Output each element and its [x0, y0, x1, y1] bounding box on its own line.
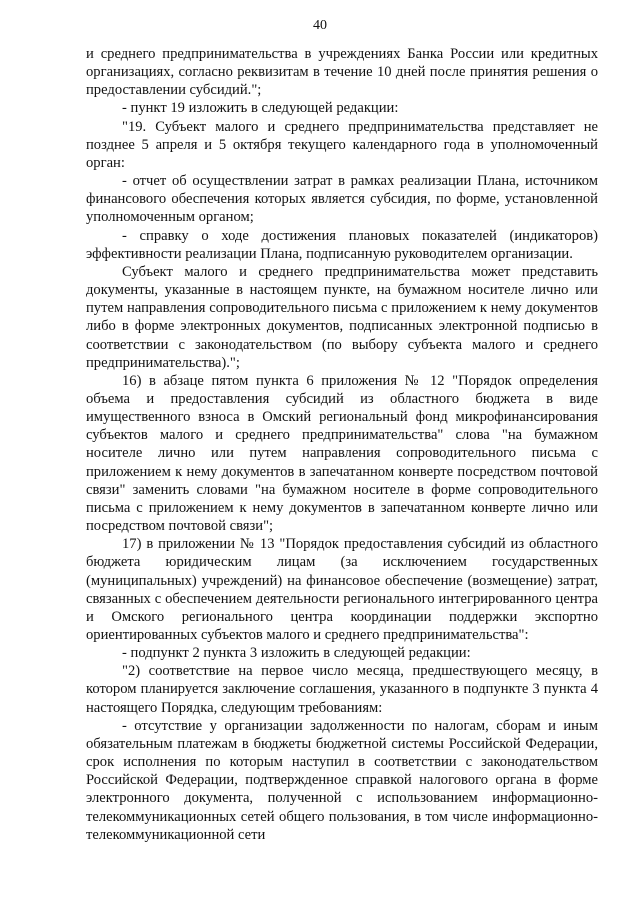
paragraph: "19. Субъект малого и среднего предпринимательства представляет не позднее 5 апреля и 5 октября текущего календарного года в уполномоченный орган: [86, 118, 598, 171]
document-body [86, 45, 598, 844]
paragraph: - отсутствие у организации задолженности по налогам, сборам и иным обязательным платежам в бюджеты бюджетной системы Российской Федерации, срок исполнения по которым наступил в соответствии с законодательством Российской Федерации, подтвержденное справкой налогового органа в форме электронного документа, полученной с использованием информационно-телекоммуникационных сетей общего пользования, в том числе информационно-телекоммуникационной сети [86, 717, 598, 843]
paragraph: и среднего предпринимательства в учреждениях Банка России или кредитных организациях, согласно реквизитам в течение 10 дней после принятия решения о предоставлении субсидий."; [86, 46, 598, 99]
page-number: 40 [313, 18, 327, 33]
paragraph: Субъект малого и среднего предпринимательства может представить документы, указанные в настоящем пункте, на бумажном носителе лично или путем направления сопроводительного письма с приложением к нему документов либо в форме электронных документов, подписанных электронной подписью в соответствии с законодательством (по выбору субъекта малого и среднего предпринимательства)."; [86, 263, 598, 371]
paragraph: - отчет об осуществлении затрат в рамках реализации Плана, источником финансового обеспечения которых является субсидия, по форме, установленной уполномоченным органом; [86, 173, 598, 226]
paragraph: "2) соответствие на первое число месяца, предшествующего месяцу, в котором планируется заключение соглашения, указанного в подпункте 3 пункта 4 настоящего Порядка, следующим требованиям: [86, 663, 598, 716]
paragraph: 16) в абзаце пятом пункта 6 приложения № 12 "Порядок определения объема и предоставления субсидий из областного бюджета в виде имущественного взноса в Омский региональный фонд микрофинансирования субъектов малого и среднего предпринимательства" слова "на бумажном носителе лично или путем направления сопроводительного письма с приложением к нему документов в запечатанном конверте посредством почтовой связи" заменить словами "на бумажном носителе в форме сопроводительного письма с приложением к нему документов в запечатанном конверте лично или посредством почтовой связи"; [86, 372, 598, 535]
paragraph: - справку о ходе достижения плановых показателей (индикаторов) эффективности реализации Плана, подписанную руководителем организации. [86, 227, 598, 262]
paragraph: 17) в приложении № 13 "Порядок предоставления субсидий из областного бюджета юридическим лицам (за исключением государственных (муниципальных) учреждений) на финансовое обеспечение (возмещение) затрат, связанных с обеспечением деятельности регионального интегрированного центра и Омского регионального центра координации поддержки экспортно ориентированных субъектов малого и среднего предпринимательства": [86, 536, 598, 643]
paragraph: - подпункт 2 пункта 3 изложить в следующей редакции: [122, 645, 471, 662]
paragraph: - пункт 19 изложить в следующей редакции: [122, 100, 399, 117]
